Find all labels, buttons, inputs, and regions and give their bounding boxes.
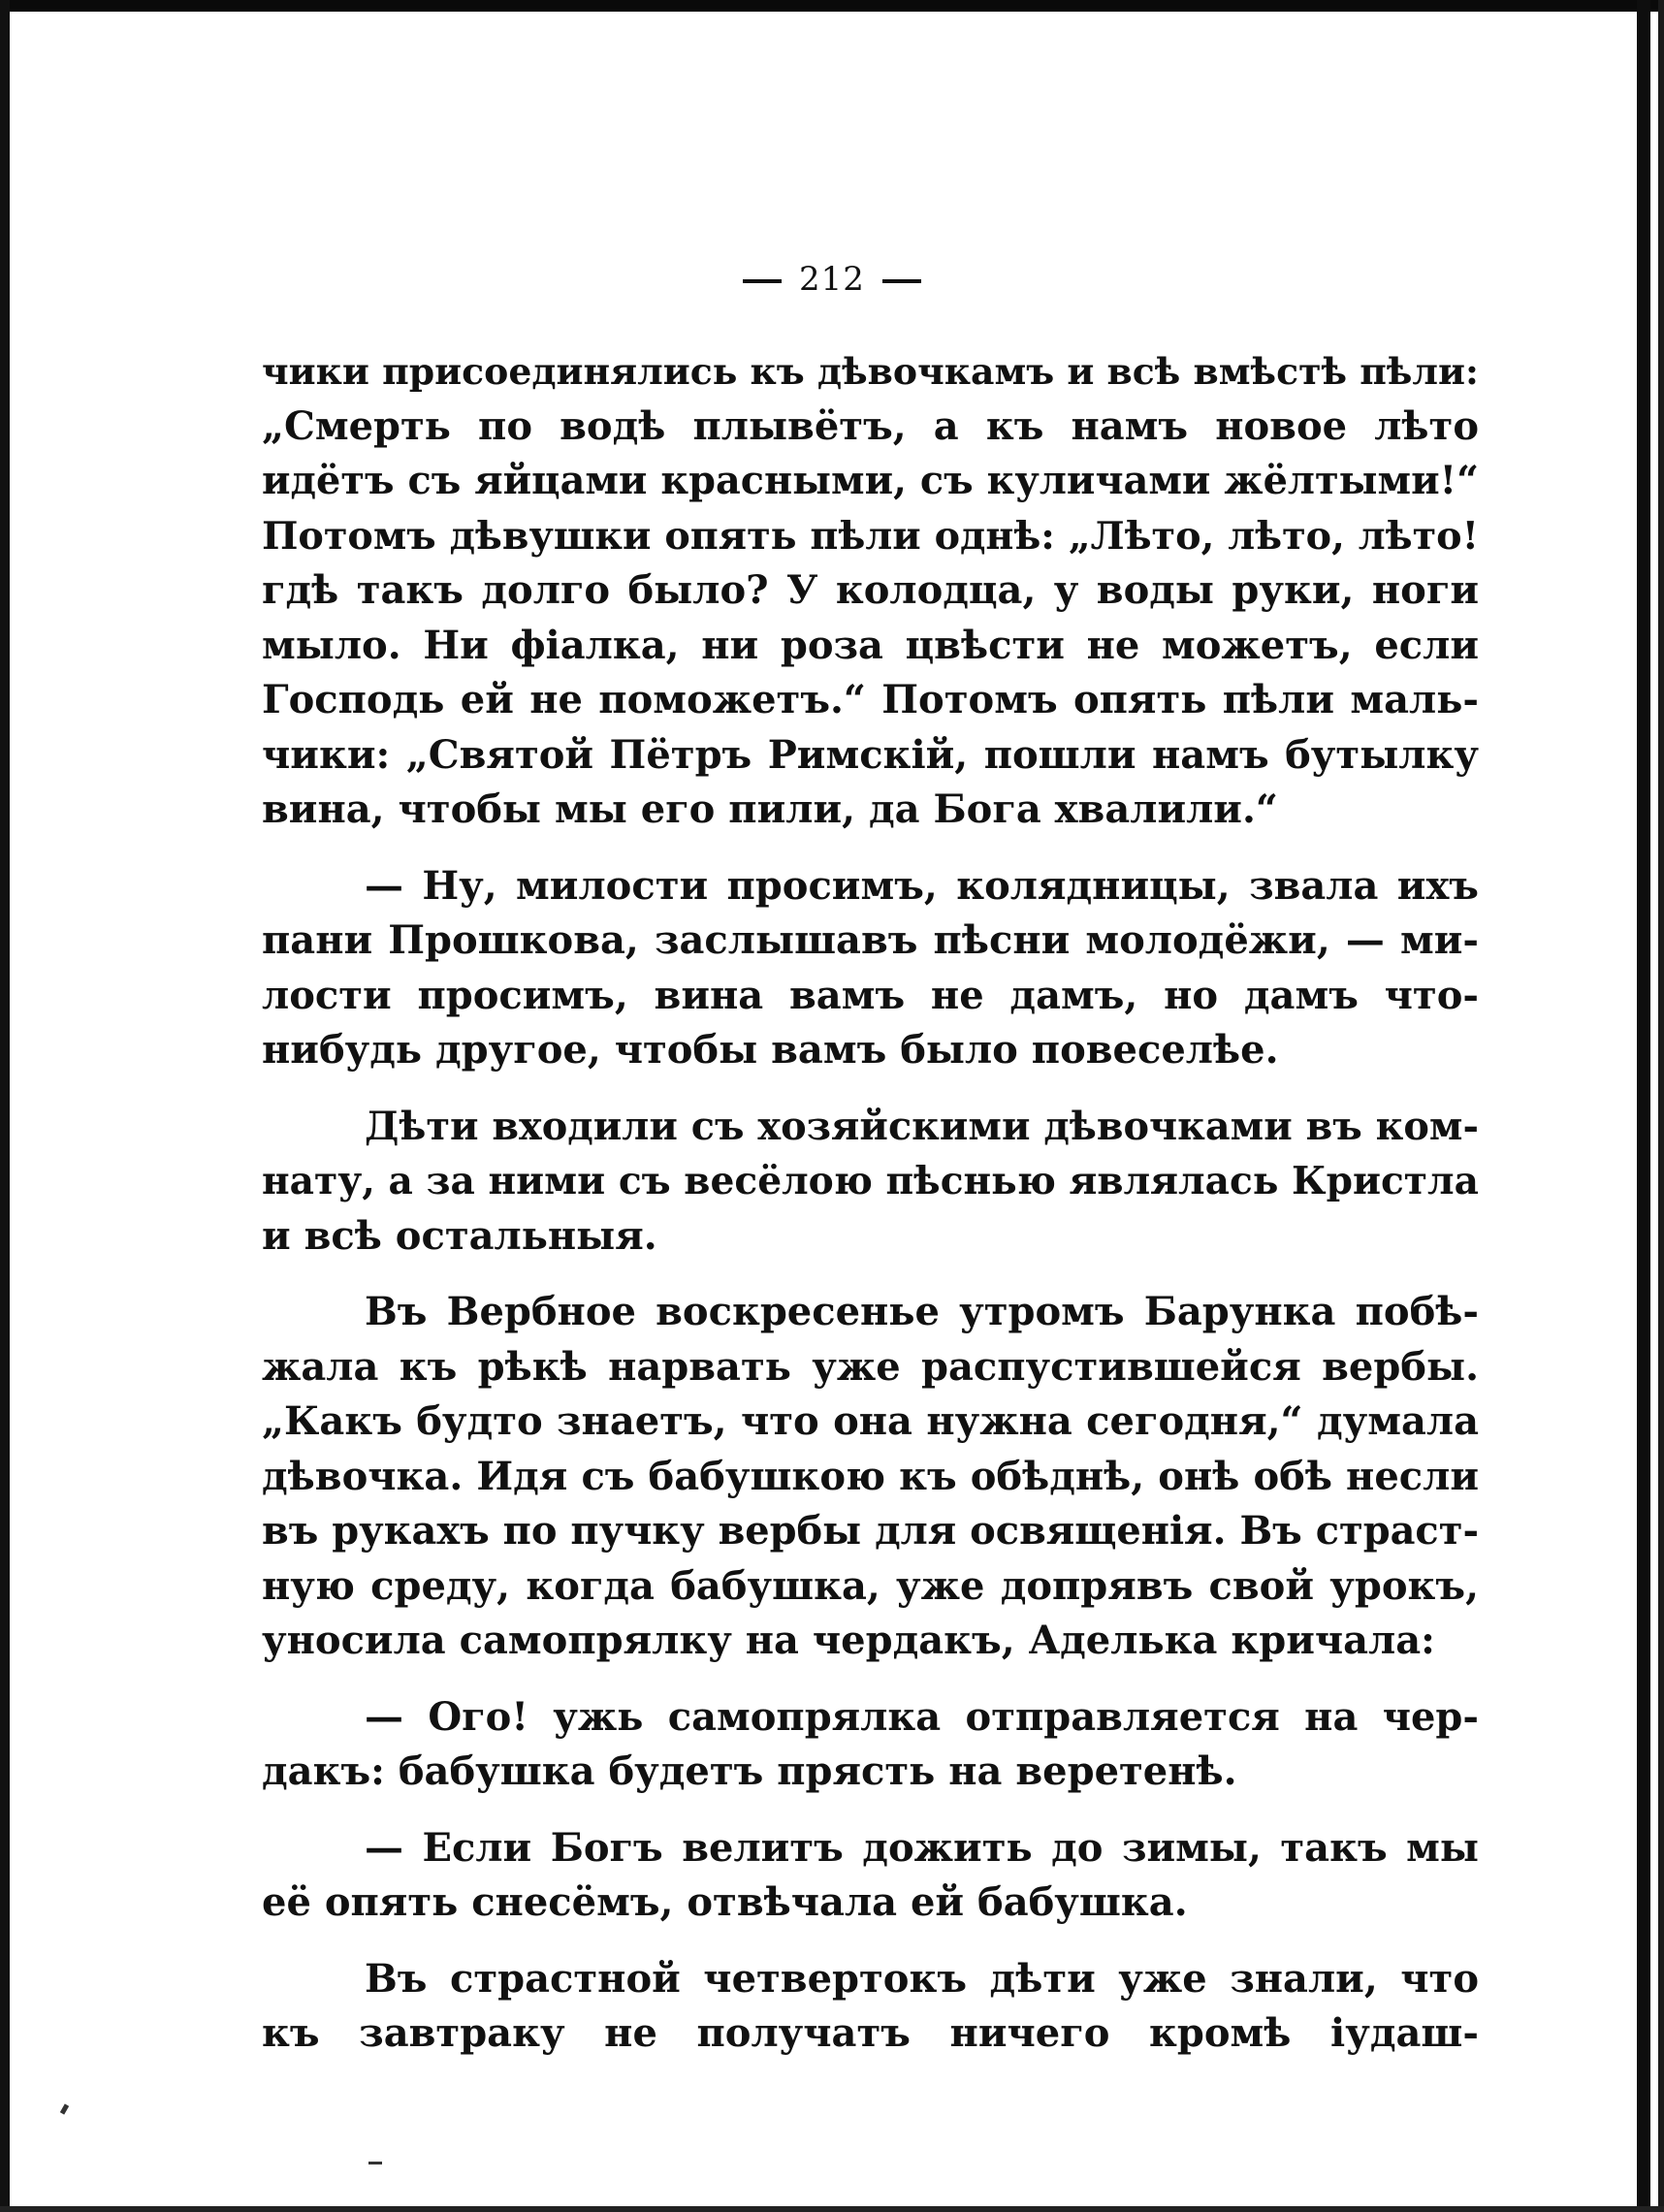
text-line: мыло. Ни фіалка, ни роза цвѣсти не можетъ, если: [262, 622, 1479, 668]
text-line: и всѣ остальныя.: [262, 1212, 657, 1259]
paragraph-7: [262, 1952, 1479, 2062]
text-line: дѣвочка. Идя съ бабушкою къ обѣднѣ, онѣ обѣ несли: [262, 1453, 1479, 1499]
text-line: къ завтраку не получатъ ничего кромѣ іудаш-: [262, 2010, 1479, 2056]
text-line: въ рукахъ по пучку вербы для освященія. Въ страст-: [262, 1509, 1479, 1554]
text-line: — Ну, милости просимъ, колядницы, звала ихъ: [365, 862, 1479, 909]
text-line: нибудь другое, чтобы вамъ было повеселѣе.: [262, 1027, 1279, 1073]
text-line: дакъ: бабушка будетъ прясть на веретенѣ.: [262, 1748, 1237, 1794]
scan-border-top: [0, 0, 1664, 12]
text-line: Потомъ дѣвушки опять пѣли однѣ: „Лѣто, лѣто, лѣто!: [262, 513, 1479, 559]
text-line: Въ Вербное воскресенье утромъ Барунка побѣ-: [365, 1289, 1479, 1334]
text-line: — Если Богъ велитъ дожить до зимы, такъ мы: [365, 1824, 1479, 1871]
paragraph-3: [262, 1100, 1479, 1265]
scan-border-left: [0, 0, 10, 2212]
text-line: Господь ей не поможетъ.“ Потомъ опять пѣли маль-: [262, 677, 1479, 722]
scan-border-right-outer: [1658, 0, 1664, 2212]
page-number: 212: [799, 260, 865, 299]
scan-speck: [368, 2162, 382, 2164]
paragraph-2: [262, 859, 1479, 1078]
text-line: идётъ съ яйцами красными, съ куличами жёлтыми!“: [262, 459, 1479, 503]
paragraph-6: [262, 1821, 1479, 1931]
text-line: пани Прошкова, заслышавъ пѣсни молодёжи, — ми-: [262, 917, 1479, 963]
text-line: лости просимъ, вина вамъ не дамъ, но дамъ что-: [262, 972, 1479, 1018]
text-line: „Смерть по водѣ плывётъ, а къ намъ новое лѣто: [262, 402, 1479, 449]
text-line: чики: „Святой Пётръ Римскій, пошли намъ бутылку: [262, 731, 1479, 778]
text-line: гдѣ такъ долго было? У колодца, у воды руки, ноги: [262, 567, 1479, 613]
text-line: вина, чтобы мы его пили, да Бога хвалили.“: [262, 786, 1278, 832]
text-line: нату, а за ними съ весёлою пѣснью являлась Кристла: [262, 1159, 1479, 1203]
text-line: жала къ рѣкѣ нарвать уже распустившейся вербы.: [262, 1343, 1479, 1390]
scan-border-bottom: [0, 2206, 1664, 2212]
text-line: — Ого! ужь самопрялка отправляется на чер-: [365, 1693, 1479, 1740]
scan-speck: [60, 2103, 69, 2114]
scan-border-right-inner: [1637, 0, 1650, 2212]
paragraph-5: [262, 1690, 1479, 1800]
page-number-left-dash: [743, 279, 782, 283]
text-line: ную среду, когда бабушка, уже допрявъ свой урокъ,: [262, 1562, 1479, 1609]
page-number-right-dash: [882, 279, 921, 283]
text-line: Въ страстной четвертокъ дѣти уже знали, что: [365, 1955, 1479, 2002]
page-number-header: [0, 260, 1664, 299]
paragraph-1: [262, 344, 1479, 838]
text-line: чики присоединялись къ дѣвочкамъ и всѣ вмѣстѣ пѣли:: [262, 350, 1479, 393]
text-line: её опять снесёмъ, отвѣчала ей бабушка.: [262, 1879, 1188, 1925]
body-text: [262, 344, 1479, 2062]
paragraph-4: [262, 1285, 1479, 1669]
text-line: Дѣти входили съ хозяйскими дѣвочками въ ком-: [365, 1104, 1479, 1149]
text-line: „Какъ будто знаетъ, что она нужна сегодня,“ думала: [262, 1398, 1479, 1444]
text-line: уносила самопрялку на чердакъ, Аделька кричала:: [262, 1618, 1435, 1663]
